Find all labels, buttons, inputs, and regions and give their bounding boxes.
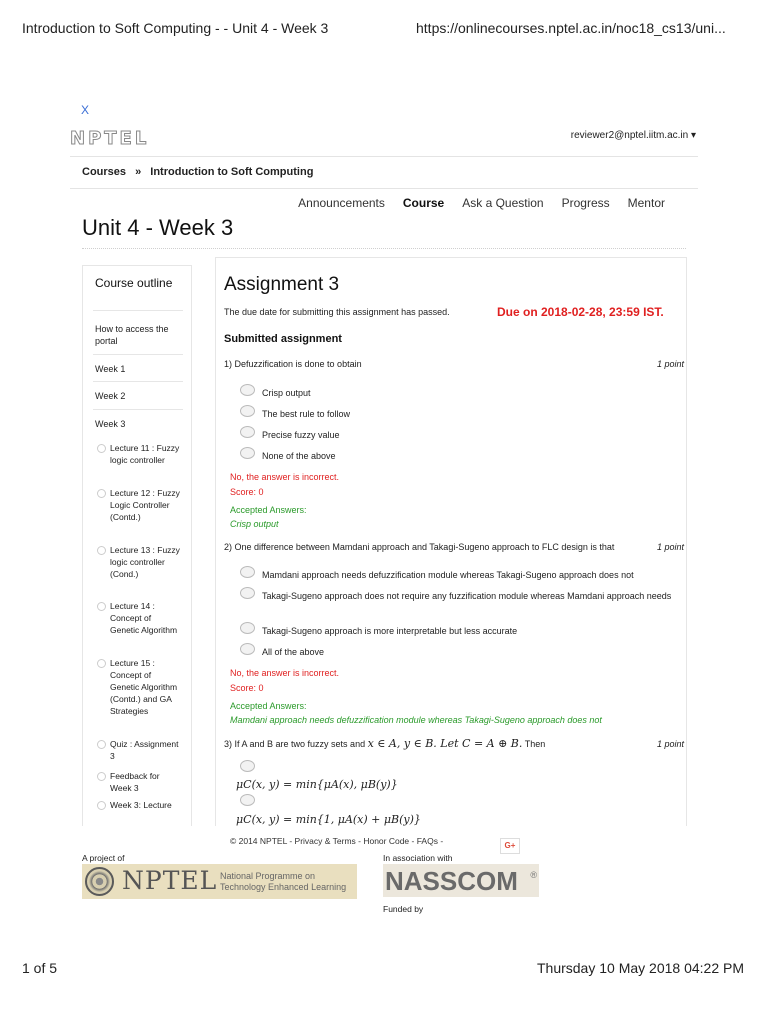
status-circle-icon — [97, 546, 106, 555]
divider — [82, 248, 686, 249]
radio-button[interactable] — [240, 622, 255, 634]
page-title: Unit 4 - Week 3 — [82, 215, 234, 240]
feedback-incorrect: No, the answer is incorrect. — [230, 668, 340, 678]
breadcrumb-separator: » — [135, 166, 142, 178]
print-header-title: Introduction to Soft Computing - - Unit 4 - Week 3 — [22, 20, 329, 36]
nptel-banner-logo[interactable]: NPTEL National Programme on Technology Enhanced Learning — [82, 864, 357, 899]
course-outline-sidebar: Course outline How to access the portal Week 1 Week 2 Week 3 Lecture 11 : Fuzzy logic controller Lecture 12 : Fuzzy Logic Controller (Contd.) Lecture 13 : Fuzzy logic controller (Cond.) Lecture 14 : Concept of Genetic Algorithm Lecture 15 : Concept of Genetic Algorithm (Contd.) and GA Strategies Quiz : Assignment 3 Feedback for Week 3 Week 3: Lecture — [82, 265, 192, 826]
sidebar-title: Course outline — [95, 276, 173, 290]
divider — [93, 409, 183, 410]
sidebar-item-week2[interactable]: Week 2 — [95, 391, 126, 401]
accepted-answer: Crisp output — [230, 519, 279, 529]
radio-button[interactable] — [240, 405, 255, 417]
score: Score: 0 — [230, 487, 264, 497]
feedback-incorrect: No, the answer is incorrect. — [230, 472, 340, 482]
breadcrumb — [82, 166, 319, 178]
tab-course[interactable]: Course — [402, 196, 445, 210]
sidebar-item-week1[interactable]: Week 1 — [95, 364, 126, 374]
question-text: 2) One difference between Mamdani approach and Takagi-Sugeno approach to FLC design is that — [224, 542, 615, 552]
sidebar-item-week3[interactable]: Week 3 — [95, 419, 126, 429]
radio-button[interactable] — [240, 384, 255, 396]
print-date: Thursday 10 May 2018 04:22 PM — [536, 960, 744, 976]
radio-button[interactable] — [240, 426, 255, 438]
status-circle-icon — [97, 602, 106, 611]
question-text: 3) If A and B are two fuzzy sets and x ∈ A, y ∈ B. Let C = A ⊕ B. Then — [224, 737, 546, 750]
divider — [70, 156, 698, 157]
radio-button[interactable] — [240, 643, 255, 655]
status-circle-icon — [97, 489, 106, 498]
tab-ask-question[interactable]: Ask a Question — [462, 196, 544, 210]
assignment-title: Assignment 3 — [224, 274, 340, 295]
breadcrumb-course[interactable]: Introduction to Soft Computing — [150, 166, 314, 178]
breadcrumb-courses[interactable]: Courses — [82, 166, 127, 178]
question-text: 1) Defuzzification is done to obtain — [224, 359, 362, 369]
radio-button[interactable] — [240, 587, 255, 599]
due-date: Due on 2018-02-28, 23:59 IST. — [497, 305, 664, 319]
divider — [93, 381, 183, 382]
status-circle-icon — [97, 772, 106, 781]
status-circle-icon — [97, 444, 106, 453]
question-points: 1 point — [654, 542, 684, 552]
project-of-label: A project of — [82, 853, 125, 863]
due-message: The due date for submitting this assignment has passed. — [224, 307, 450, 317]
question-points: 1 point — [656, 739, 684, 749]
radio-button[interactable] — [240, 794, 255, 806]
print-header-url: https://onlinecourses.nptel.ac.in/noc18_cs13/uni... — [416, 20, 726, 36]
footer-links[interactable]: © 2014 NPTEL - Privacy & Terms - Honor Code - FAQs - — [230, 836, 444, 846]
answer-option-math: μC(x, y) = min{1, μA(x) + μB(y)} — [236, 813, 421, 826]
course-nav — [298, 196, 665, 210]
tab-mentor[interactable]: Mentor — [627, 196, 665, 210]
nptel-emblem-icon — [85, 867, 114, 896]
divider — [70, 188, 698, 189]
status-circle-icon — [97, 740, 106, 749]
answer-option-math: μC(x, y) = min{μA(x), μB(y)} — [236, 778, 398, 791]
radio-button[interactable] — [240, 566, 255, 578]
association-label: In association with — [383, 853, 453, 863]
assignment-panel: Assignment 3 The due date for submitting this assignment has passed. Due on 2018-02-28, 23:59 IST. Submitted assignment 1) Defuzzification is done to obtain 1 point Crisp output The best rule to follow Precise fuzzy value None of the above No, the answer is incorrect. Score: 0 Accepted Answers: Crisp output 2) One difference between Mamdani approach and Takagi-Sugeno approach to FLC design is that 1 point Mamdani approach needs defuzzification module whereas Takagi-Sugeno approach does not Takagi-Sugeno approach does not require any fuzzification module whereas Mamdani approach needs Takagi-Sugeno approach is more interpretable but less accurate All of the above No, the answer is incorrect. Score: 0 Accepted Answers: Mamdani approach needs defuzzification module whereas Takagi-Sugeno approach does not 3) If A and B are two fuzzy sets and x ∈ A, y ∈ B. Let C = A ⊕ B. Then 1 point μC(x, y) = min{μA(x), μB(y)} μC(x, y) = min{1, μA(x) + μB(y)} — [215, 257, 687, 826]
question-math: x ∈ A, y ∈ B. Let C = A ⊕ B. — [367, 737, 523, 750]
divider — [93, 310, 183, 311]
score: Score: 0 — [230, 683, 264, 693]
divider — [93, 354, 183, 355]
question-points: 1 point — [656, 359, 684, 369]
status-circle-icon — [97, 801, 106, 810]
nasscom-logo[interactable]: NASSCOM ® — [385, 866, 537, 896]
funded-by-label: Funded by — [383, 904, 424, 914]
google-plus-icon[interactable]: G+ — [500, 838, 520, 854]
submitted-label: Submitted assignment — [224, 333, 342, 345]
tab-progress[interactable]: Progress — [561, 196, 610, 210]
accepted-answer: Mamdani approach needs defuzzification module whereas Takagi-Sugeno approach does not — [230, 715, 602, 725]
radio-button[interactable] — [240, 447, 255, 459]
status-circle-icon — [97, 659, 106, 668]
tab-announcements[interactable]: Announcements — [298, 196, 385, 210]
print-page-number: 1 of 5 — [22, 960, 58, 976]
sidebar-item-portal[interactable]: How to access the portal — [95, 324, 169, 346]
accepted-answers-label: Accepted Answers: — [230, 701, 307, 711]
nptel-logo[interactable]: NPTEL — [70, 128, 150, 149]
accepted-answers-label: Accepted Answers: — [230, 505, 307, 515]
radio-button[interactable] — [240, 760, 255, 772]
close-link[interactable]: X — [81, 103, 90, 117]
user-menu[interactable]: reviewer2@nptel.iitm.ac.in ▾ — [570, 130, 696, 141]
